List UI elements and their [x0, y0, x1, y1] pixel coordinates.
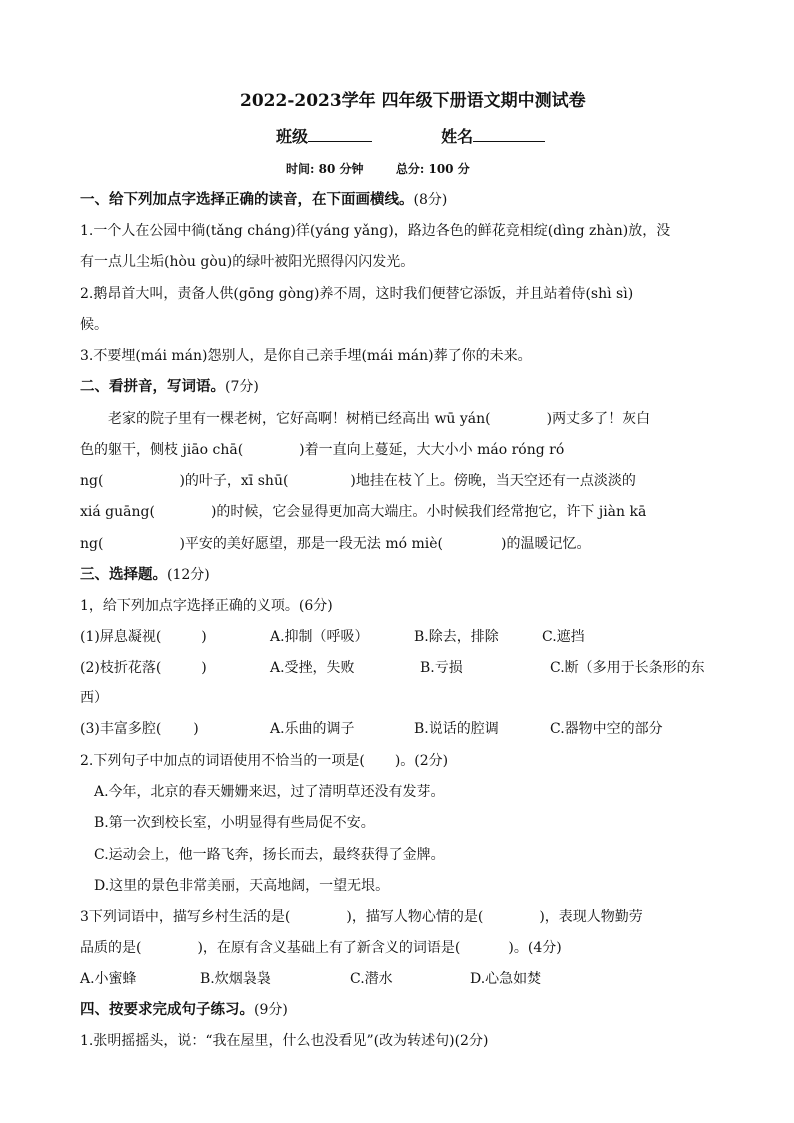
s3-q1-row-3: (3)丰富多腔( ) A.乐曲的调子 B.说话的腔调 C.器物中空的部分 — [80, 721, 663, 737]
s3-q1-row-2: (2)枝折花落( ) A.受挫，失败 B.亏损 C.断（多用于长条形的东 — [80, 660, 705, 676]
section-1-heading: 一、给下列加点字选择正确的读音，在下面画横线。(8分) — [80, 191, 448, 208]
time-info: 时间: 80 分钟 — [286, 162, 364, 176]
s2-line-1: 老家的院子里有一棵老树，它好高啊！树梢已经高出 wū yán( )两丈多了！灰白 — [108, 411, 651, 427]
option-d: D.心急如焚 — [470, 971, 542, 987]
class-name-line — [276, 124, 545, 147]
section-2-heading: 二、看拼音，写词语。(7分) — [80, 378, 259, 395]
s3-q2-option-c: C.运动会上，他一路飞奔，扬长而去，最终获得了金牌。 — [94, 847, 445, 863]
s3-q3-line-a: 3下列词语中，描写乡村生活的是( )，描写人物心情的是( )，表现人物勤劳 — [80, 909, 643, 925]
s2-line-3: ng( )的叶子，xī shū( )地挂在枝丫上。傍晚，当天空还有一点淡淡的 — [80, 473, 636, 489]
option-b: B.炊烟袅袅 — [200, 971, 271, 987]
s2-line-5: ng( )平安的美好愿望，那是一段无法 mó miè( )的温暖记忆。 — [80, 536, 591, 552]
s1-q1-line-a: 1.一个人在公园中徜(tǎng cháng)徉(yáng yǎng)，路边各色的鲜花竞相绽(dìng zhàn)放，没 — [80, 223, 671, 239]
section-3-heading: 三、选择题。(12分) — [80, 566, 210, 583]
section-4-heading: 四、按要求完成句子练习。(9分) — [80, 1001, 288, 1018]
s3-q1-row-1: (1)屏息凝视( ) A.抑制（呼吸） B.除去，排除 C.遮挡 — [80, 629, 585, 645]
s2-line-4: xiá guāng( )的时候，它会显得更加高大端庄。小时候我们经常抱它，许下 jiàn kā — [80, 504, 647, 520]
s3-q1-row-2b: 西） — [80, 690, 108, 706]
s3-q2: 2.下列句子中加点的词语使用不恰当的一项是( )。(2分) — [80, 753, 449, 769]
name-blank[interactable] — [473, 127, 545, 142]
s1-q2-line-b: 候。 — [80, 317, 108, 333]
s4-q1: 1.张明摇摇头，说：“我在屋里，什么也没看见”(改为转述句)(2分) — [80, 1033, 489, 1049]
option-c: C.潜水 — [350, 971, 393, 987]
s3-q2-option-d: D.这里的景色非常美丽，天高地阔，一望无垠。 — [94, 878, 390, 894]
page-title: 2022-2023学年 四年级下册语文期中测试卷 — [240, 91, 586, 111]
exam-info — [286, 160, 470, 177]
s3-q1: 1，给下列加点字选择正确的义项。(6分) — [80, 598, 333, 614]
s1-q3: 3.不要埋(mái mán)怨别人，是你自己亲手埋(mái mán)葬了你的未来。 — [80, 348, 532, 364]
option-a: A.小蜜蜂 — [80, 971, 137, 987]
s1-q1-line-b: 有一点儿尘垢(hòu gòu)的绿叶被阳光照得闪闪发光。 — [80, 254, 415, 270]
s2-line-2: 色的躯干，侧枝 jiāo chā( )着一直向上蔓延，大大小小 máo róng ró — [80, 442, 565, 458]
s3-q2-option-b: B.第一次到校长室，小明显得有些局促不安。 — [94, 815, 375, 831]
score-info: 总分: 100 分 — [395, 162, 470, 176]
s3-q3-line-b: 品质的是( )，在原有含义基础上有了新含义的词语是( )。(4分) — [80, 940, 562, 956]
class-label: 班级 — [276, 127, 309, 146]
s3-q2-option-a: A.今年，北京的春天姗姗来迟，过了清明草还没有发芽。 — [94, 784, 445, 800]
s3-q3-options — [80, 969, 734, 989]
name-label: 姓名 — [441, 127, 474, 146]
class-blank[interactable] — [308, 127, 372, 142]
s1-q2-line-a: 2.鹅昂首大叫，责备人供(gōng gòng)养不周，这时我们便替它添饭，并且站着侍(shì sì) — [80, 286, 634, 302]
